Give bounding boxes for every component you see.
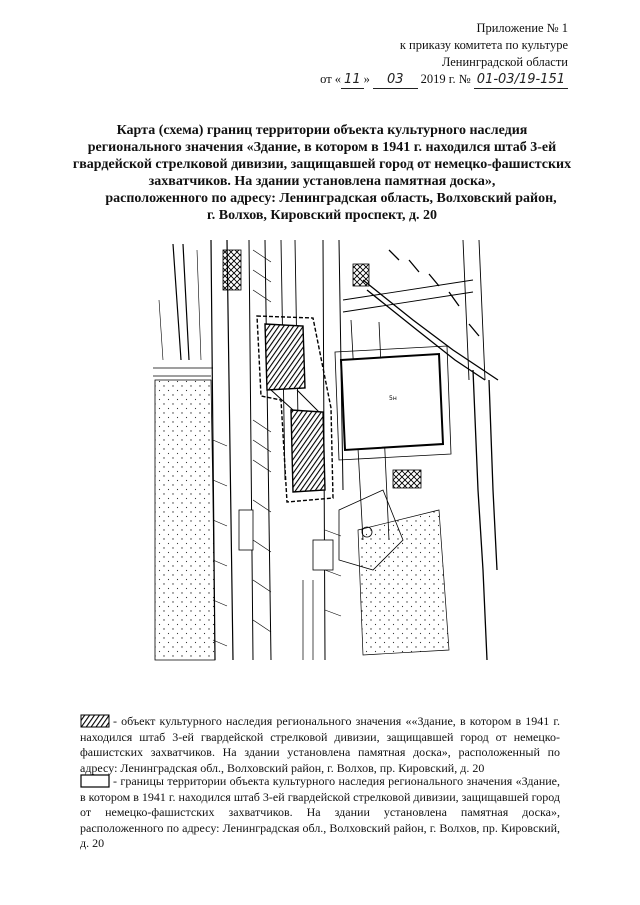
title-line: г. Волхов, Кировский проспект, д. 20 bbox=[206, 208, 438, 223]
legend-boundary bbox=[80, 774, 560, 852]
site-plan-map bbox=[153, 240, 500, 662]
legend-object-text: - объект культурного наследия регионального значения ««Здание, в котором в 1941 г. находился штаб 3-ей гвардейской стрелковой дивизии, защищавшей город от немецко-фашистских захватчиков. На здании установлена памятная доска», расположенный по адресу: Ленинградская обл., Волховский район, г. Волхов, пр. Кировский, д. 20 bbox=[80, 714, 560, 775]
appendix-committee: Ленинградской области bbox=[441, 55, 568, 69]
appendix-date-line: от « 11 » 03 2019 г. № 01-03/19-151 bbox=[320, 71, 568, 89]
legend-object bbox=[80, 714, 560, 776]
title-line: Карта (схема) границ территории объекта культурного наследия bbox=[116, 123, 528, 138]
title-line: захватчиков. На здании установлена памятная доска», bbox=[148, 174, 496, 189]
appendix-order-ref: к приказу комитета по культуре bbox=[399, 38, 568, 52]
document-title bbox=[72, 122, 572, 224]
appendix-number: Приложение № 1 bbox=[476, 21, 568, 35]
date-day: 11 bbox=[341, 71, 364, 89]
large-building bbox=[335, 346, 451, 460]
order-number: 01-03/19-151 bbox=[474, 71, 568, 89]
hatched-object-symbol bbox=[80, 714, 110, 728]
park-area-west bbox=[155, 380, 215, 660]
title-line: расположенного по адресу: Ленинградская область, Волховский район, bbox=[105, 191, 557, 206]
appendix-header bbox=[320, 20, 568, 89]
legend-boundary-text: - границы территории объекта культурного наследия регионального значения «Здание, в котором в 1941 г. находился штаб 3-ей гвардейской стрелковой дивизии, защищавшей город от немецко-фашистских захватчиков. На здании установлена памятная доска», расположенного по адресу: Ленинградская обл., Волховский район, г. Волхов, пр. Кировский, д. 20 bbox=[80, 774, 560, 850]
date-prefix: от « bbox=[320, 72, 342, 86]
date-month: 03 bbox=[373, 71, 418, 89]
title-line: регионального значения «Здание, в котором в 1941 г. находился штаб 3-ей bbox=[87, 140, 557, 155]
boundary-symbol bbox=[80, 774, 110, 788]
date-year: 2019 г. № bbox=[420, 72, 471, 86]
title-line: гвардейской стрелковой дивизии, защищавшей город от немецко-фашистских bbox=[72, 157, 572, 172]
svg-text:5н: 5н bbox=[389, 395, 397, 402]
